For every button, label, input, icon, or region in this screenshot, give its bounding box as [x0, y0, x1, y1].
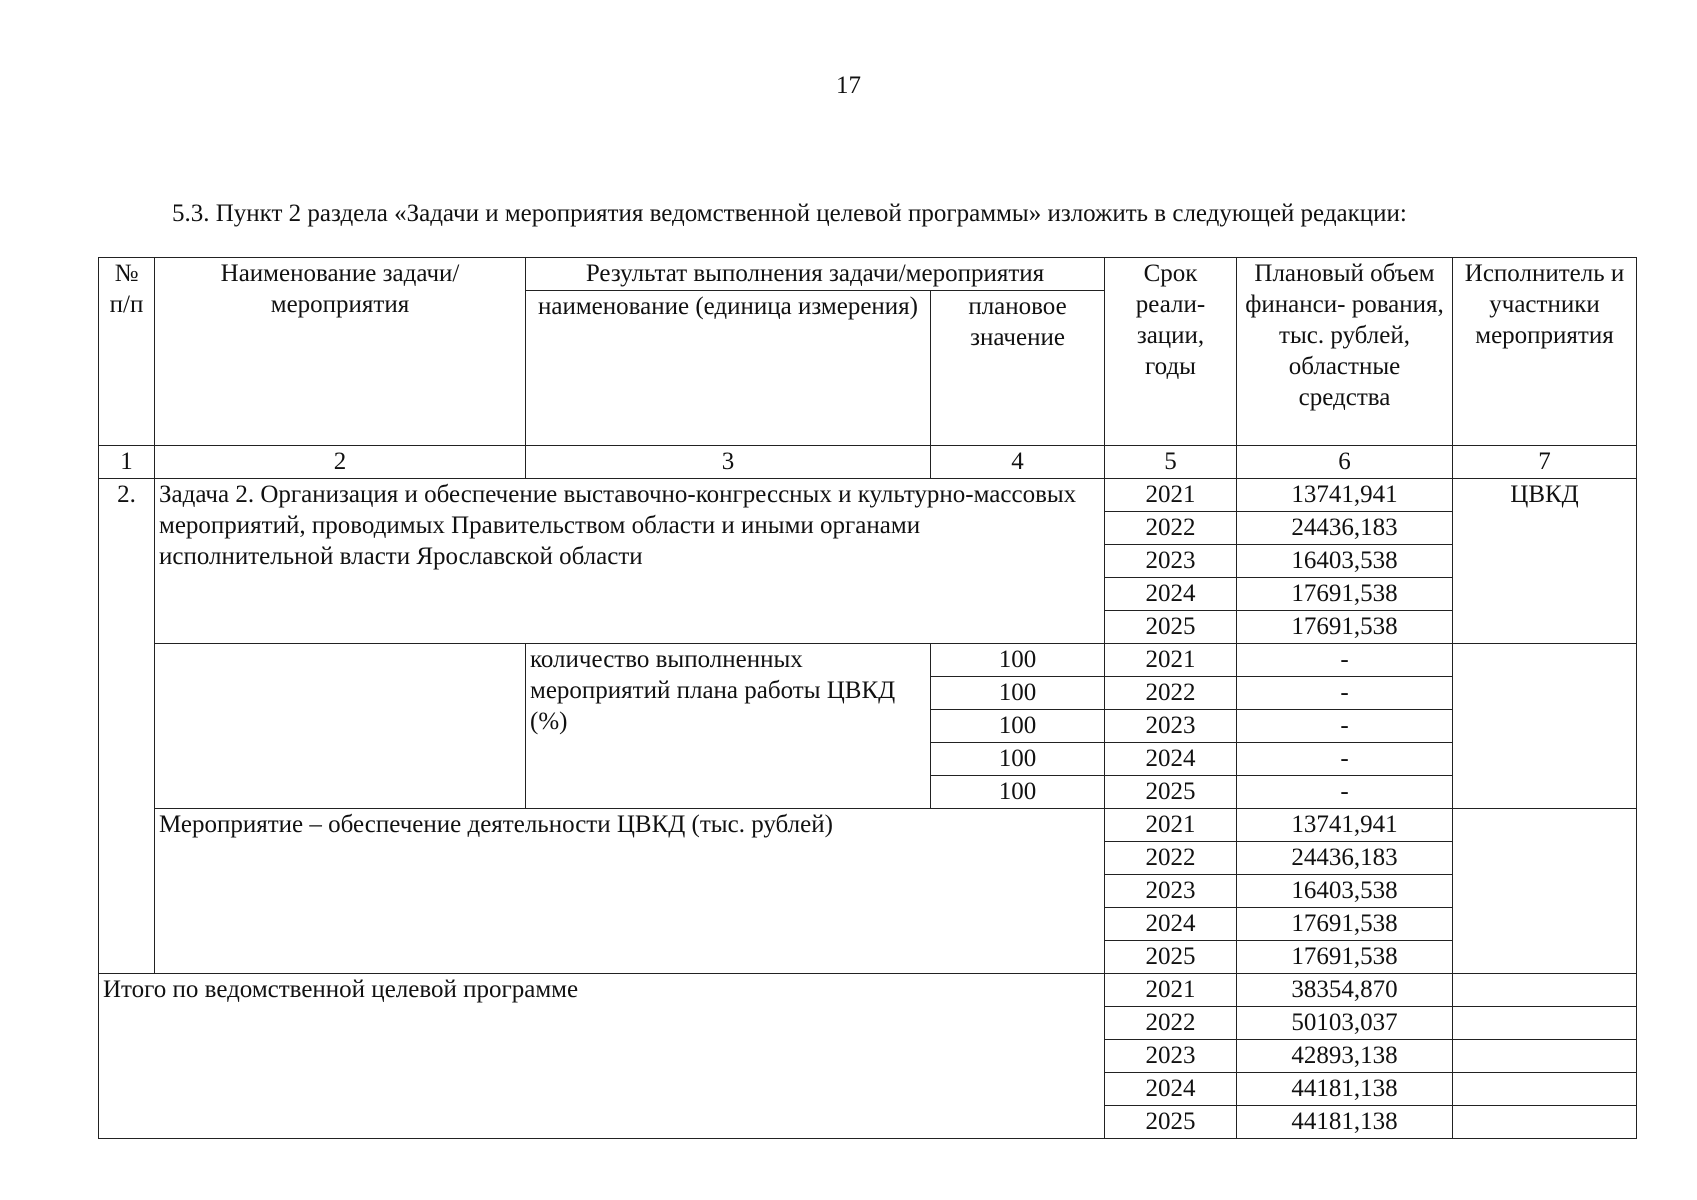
column-number: 6 — [1237, 446, 1453, 479]
table-row — [99, 479, 1637, 512]
year-cell: 2022 — [1105, 512, 1237, 545]
amount-cell: 24436,183 — [1237, 512, 1453, 545]
year-cell: 2021 — [1105, 644, 1237, 677]
year-cell: 2022 — [1105, 677, 1237, 710]
executor-blank — [1453, 1040, 1637, 1073]
task-executor: ЦВКД — [1453, 479, 1637, 644]
executor-blank — [1453, 1073, 1637, 1106]
amount-cell: 38354,870 — [1237, 974, 1453, 1007]
amount-cell: 44181,138 — [1237, 1106, 1453, 1139]
year-cell: 2024 — [1105, 1073, 1237, 1106]
planned-value-cell: 100 — [931, 644, 1105, 677]
table-row — [99, 644, 1637, 677]
year-cell: 2024 — [1105, 743, 1237, 776]
table-row — [99, 974, 1637, 1007]
amount-cell: 17691,538 — [1237, 611, 1453, 644]
executor-blank — [1453, 1007, 1637, 1040]
amount-cell: 42893,138 — [1237, 1040, 1453, 1073]
year-cell: 2021 — [1105, 974, 1237, 1007]
task-title: Задача 2. Организация и обеспечение выставочно-конгрессных и культурно-массовых мероприятий, проводимых Правительством области и иными органами исполнительной власти Ярославской области — [155, 479, 1105, 644]
indicator-name: количество выполненных мероприятий плана работы ЦВКД (%) — [526, 644, 931, 809]
amount-cell: 16403,538 — [1237, 545, 1453, 578]
amount-cell: - — [1237, 776, 1453, 809]
year-cell: 2023 — [1105, 1040, 1237, 1073]
table-header — [99, 258, 1637, 479]
year-cell: 2025 — [1105, 776, 1237, 809]
amount-cell: 17691,538 — [1237, 908, 1453, 941]
column-numbers-row — [99, 446, 1637, 479]
section-heading: 5.3. Пункт 2 раздела «Задачи и мероприятия ведомственной целевой программы» изложить в следующей редакции: — [172, 200, 1407, 227]
year-cell: 2022 — [1105, 1007, 1237, 1040]
indicator-blank-cell — [155, 644, 526, 809]
year-cell: 2025 — [1105, 611, 1237, 644]
amount-cell: 17691,538 — [1237, 578, 1453, 611]
year-cell: 2023 — [1105, 545, 1237, 578]
year-cell: 2022 — [1105, 842, 1237, 875]
year-cell: 2023 — [1105, 710, 1237, 743]
planned-value-cell: 100 — [931, 677, 1105, 710]
planned-value-cell: 100 — [931, 743, 1105, 776]
amount-cell: - — [1237, 743, 1453, 776]
total-title: Итого по ведомственной целевой программе — [99, 974, 1105, 1139]
column-number: 3 — [526, 446, 931, 479]
year-cell: 2023 — [1105, 875, 1237, 908]
amount-cell: - — [1237, 710, 1453, 743]
year-cell: 2025 — [1105, 941, 1237, 974]
header-result-group: Результат выполнения задачи/мероприятия — [526, 258, 1105, 291]
header-planned-value: плановое значение — [931, 291, 1105, 446]
planned-value-cell: 100 — [931, 710, 1105, 743]
amount-cell: 44181,138 — [1237, 1073, 1453, 1106]
page-number: 17 — [836, 72, 861, 99]
header-task-name: Наименование задачи/мероприятия — [155, 258, 526, 446]
amount-cell: 13741,941 — [1237, 809, 1453, 842]
header-num: № п/п — [99, 258, 155, 446]
header-financing: Плановый объем финанси- рования, тыс. рублей, областные средства — [1237, 258, 1453, 446]
year-cell: 2024 — [1105, 578, 1237, 611]
year-cell: 2021 — [1105, 809, 1237, 842]
amount-cell: 50103,037 — [1237, 1007, 1453, 1040]
executor-blank — [1453, 1106, 1637, 1139]
column-number: 4 — [931, 446, 1105, 479]
column-number: 1 — [99, 446, 155, 479]
activity-title: Мероприятие – обеспечение деятельности ЦВКД (тыс. рублей) — [155, 809, 1105, 974]
column-number: 5 — [1105, 446, 1237, 479]
activity-executor-blank — [1453, 809, 1637, 974]
header-period: Срок реали- зации, годы — [1105, 258, 1237, 446]
year-cell: 2024 — [1105, 908, 1237, 941]
header-result-name: наименование (единица измерения) — [526, 291, 931, 446]
amount-cell: 24436,183 — [1237, 842, 1453, 875]
executor-blank — [1453, 974, 1637, 1007]
year-cell: 2025 — [1105, 1106, 1237, 1139]
tasks-table — [98, 257, 1637, 1139]
amount-cell: - — [1237, 677, 1453, 710]
header-executor: Исполнитель и участники мероприятия — [1453, 258, 1637, 446]
amount-cell: 17691,538 — [1237, 941, 1453, 974]
column-number: 7 — [1453, 446, 1637, 479]
amount-cell: 16403,538 — [1237, 875, 1453, 908]
amount-cell: 13741,941 — [1237, 479, 1453, 512]
year-cell: 2021 — [1105, 479, 1237, 512]
planned-value-cell: 100 — [931, 776, 1105, 809]
amount-cell: - — [1237, 644, 1453, 677]
task-number: 2. — [99, 479, 155, 974]
indicator-executor-blank — [1453, 644, 1637, 809]
column-number: 2 — [155, 446, 526, 479]
table-row — [99, 809, 1637, 842]
